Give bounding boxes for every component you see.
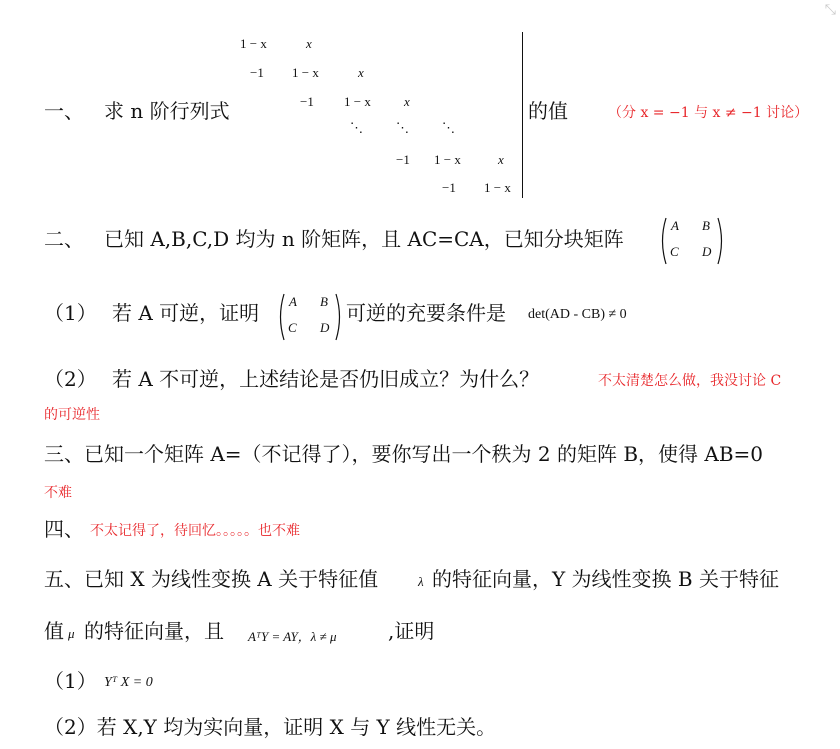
problem-5-line1-a: 五、已知 X 为线性变换 A 关于特征值 (44, 567, 379, 591)
block-matrix (658, 216, 726, 266)
problem-5-line2-b: 的特征向量，且 (84, 619, 224, 643)
sub-1-number: （1） (44, 301, 97, 325)
sub-1-condition: det(AD - CB) ≠ 0 (528, 307, 627, 322)
problem-3-text: 三、已知一个矩阵 A=（不记得了），要你写出一个秩为 2 的矩阵 B，使得 AB=0 (44, 442, 764, 466)
sub-2-number: （2） (44, 367, 97, 391)
det-entry: −1 (396, 152, 410, 167)
matrix-cell: D (702, 244, 712, 259)
problem-1-after: 的值 (528, 99, 568, 123)
problem-5-line1-b: 的特征向量，Y 为线性变换 B 关于特征 (432, 567, 779, 591)
problem-5-lambda: λ (418, 574, 424, 589)
problem-5-line2-a: 值 (44, 619, 64, 643)
det-entry: 1 − x (484, 180, 511, 195)
sub-1-text-a: 若 A 可逆，证明 (112, 301, 260, 325)
matrix-parentheses (658, 216, 726, 266)
det-dots: ⋱ (350, 120, 363, 135)
problem-5-sub-1-number: （1） (44, 669, 97, 693)
det-entry: 1 − x (240, 36, 267, 51)
matrix-cell: B (320, 294, 328, 309)
block-matrix (276, 292, 344, 342)
problem-3-note: 不难 (44, 485, 72, 501)
matrix-cell: C (670, 244, 679, 259)
det-dots: ⋱ (442, 120, 455, 135)
det-entry: x (358, 65, 364, 80)
problem-5-sub-1-equation: Yᵀ X = 0 (104, 675, 153, 690)
expand-arrows-icon[interactable]: ⤡ (824, 2, 836, 18)
matrix-cell: B (702, 218, 710, 233)
sub-2-note-b: 的可逆性 (44, 407, 100, 423)
det-entry: x (404, 94, 410, 109)
problem-1-number: 一、 (44, 99, 84, 123)
problem-4-note: 不太记得了，待回忆。。。。。也不难 (90, 523, 300, 539)
problem-5-mu: μ (68, 626, 75, 641)
det-entry: x (498, 152, 504, 167)
det-entry: −1 (442, 180, 456, 195)
problem-1-text: 求 n 阶行列式 (104, 99, 230, 123)
det-entry: −1 (300, 94, 314, 109)
matrix-cell: A (671, 218, 679, 233)
matrix-cell: A (289, 294, 297, 309)
problem-4-number: 四、 (44, 517, 84, 541)
det-entry: 1 − x (292, 65, 319, 80)
det-entry: 1 − x (434, 152, 461, 167)
det-entry: 1 − x (344, 94, 371, 109)
problem-2-number: 二、 (44, 227, 84, 251)
sub-2-note-a: 不太清楚怎么做，我没讨论 C (598, 373, 782, 389)
det-entry: x (306, 36, 312, 51)
problem-1-note: （分 x = −1 与 x ≠ −1 讨论） (608, 105, 809, 121)
problem-5-sub-2-text: （2）若 X,Y 均为实向量，证明 X 与 Y 线性无关。 (44, 715, 497, 739)
problem-2-text: 已知 A,B,C,D 均为 n 阶矩阵，且 AC=CA，已知分块矩阵 (104, 227, 624, 251)
det-dots: ⋱ (396, 120, 409, 135)
matrix-cell: D (320, 320, 330, 335)
det-entry: −1 (250, 65, 264, 80)
problem-5-condition: AᵀY = AY，λ ≠ μ (248, 629, 337, 644)
sub-2-text: 若 A 不可逆，上述结论是否仍旧成立？为什么？ (112, 367, 540, 391)
problem-5-line2-c: ,证明 (388, 619, 435, 643)
matrix-parentheses (276, 292, 344, 342)
det-right-bar (522, 32, 523, 198)
sub-1-text-b: 可逆的充要条件是 (346, 301, 506, 325)
matrix-cell: C (288, 320, 297, 335)
